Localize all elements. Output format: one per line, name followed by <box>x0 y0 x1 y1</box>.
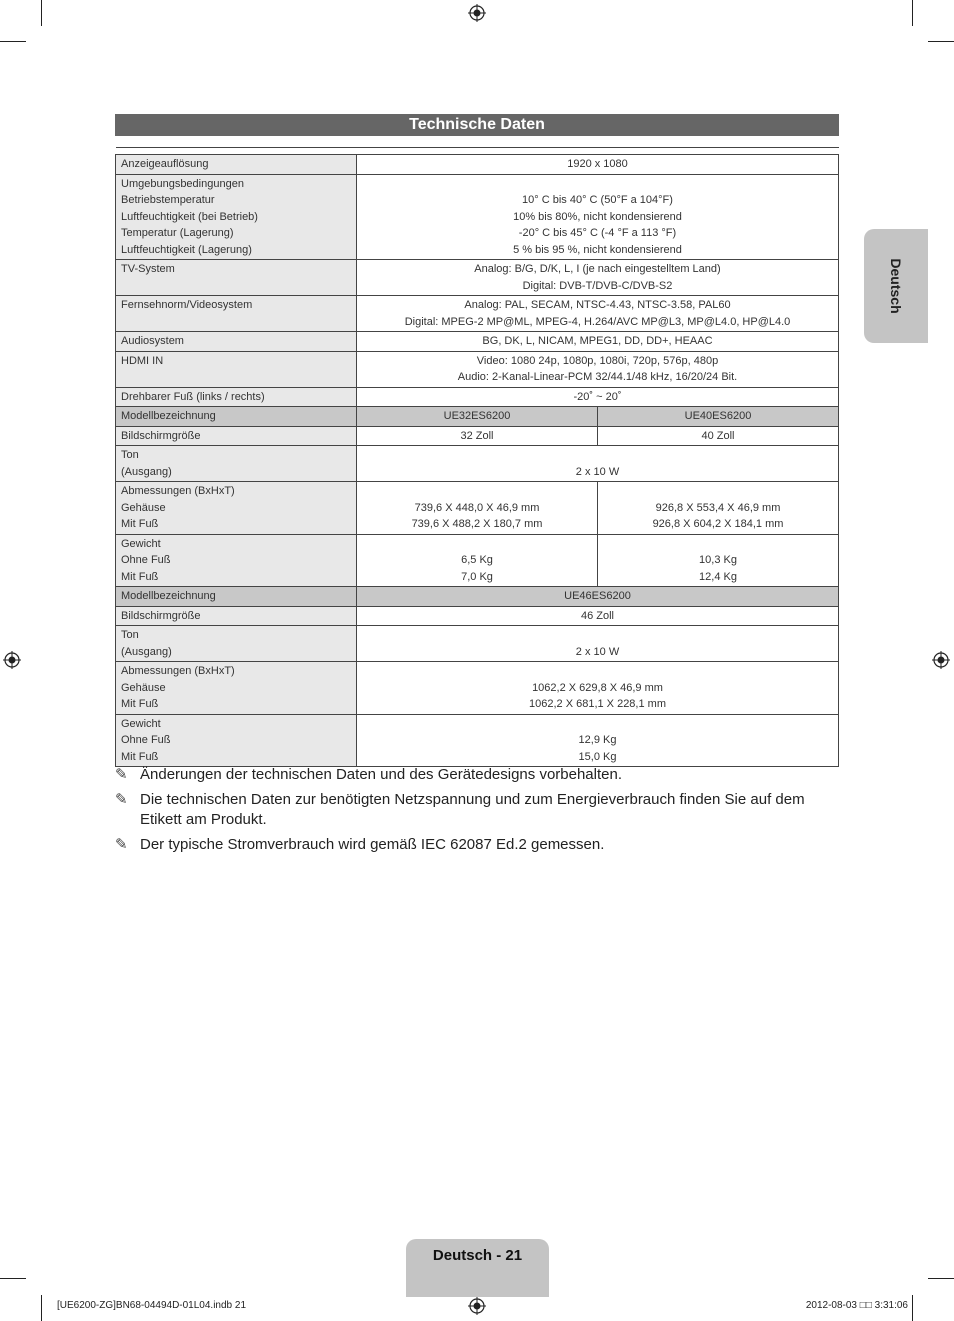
table-row <box>116 332 839 352</box>
table-row <box>116 606 839 626</box>
row-value: 10° C bis 40° C (50°F a 104°F) 10% bis 80%, nicht kondensierend -20° C bis 45° C (-4 °F a 113 °F) 5 % bis 95 %, nicht kondensierend <box>357 174 839 260</box>
row-label: Bildschirmgröße <box>116 606 357 626</box>
notes-list <box>115 765 839 860</box>
model-row <box>116 407 839 427</box>
row-value: BG, DK, L, NICAM, MPEG1, DD, DD+, HEAAC <box>357 332 839 352</box>
note-item: ✎ Die technischen Daten zur benötigten Netzspannung und zum Energieverbrauch finden Sie auf dem Etikett am Produkt. <box>115 791 805 828</box>
row-value: 2 x 10 W <box>357 446 839 482</box>
model-row <box>116 587 839 607</box>
spec-table <box>115 147 839 767</box>
row-value: Video: 1080 24p, 1080p, 1080i, 720p, 576p, 480p Audio: 2-Kanal-Linear-PCM 32/44.1/48 kHz, 16/20/24 Bit. <box>357 351 839 387</box>
page-number-tab <box>406 1239 549 1297</box>
note-item: ✎ Der typische Stromverbrauch wird gemäß IEC 62087 Ed.2 gemessen. <box>115 836 605 853</box>
pencil-icon: ✎ <box>115 766 128 783</box>
row-value: 1920 x 1080 <box>357 155 839 175</box>
row-value: 46 Zoll <box>357 606 839 626</box>
pencil-icon: ✎ <box>115 836 128 853</box>
registration-mark-icon <box>3 651 21 669</box>
row-label: Umgebungsbedingungen Betriebstemperatur Luftfeuchtigkeit (bei Betrieb) Temperatur (Lagerung) Luftfeuchtigkeit (Lagerung) <box>116 174 357 260</box>
row-label: Audiosystem <box>116 332 357 352</box>
row-label: Abmessungen (BxHxT) Gehäuse Mit Fuß <box>116 482 357 535</box>
language-tab-label: Deutsch <box>888 258 904 314</box>
row-label: Fernsehnorm/Videosystem <box>116 296 357 332</box>
row-value: 2 x 10 W <box>357 626 839 662</box>
crop-mark <box>912 1295 913 1321</box>
table-row <box>116 296 839 332</box>
table-row <box>116 662 839 715</box>
row-label: Drehbarer Fuß (links / rechts) <box>116 387 357 407</box>
table-row <box>116 351 839 387</box>
row-value: 6,5 Kg 7,0 Kg <box>357 534 598 587</box>
crop-mark <box>928 1278 954 1279</box>
note-item: ✎ Änderungen der technischen Daten und des Gerätedesigns vorbehalten. <box>115 766 622 783</box>
row-value: 926,8 X 553,4 X 46,9 mm 926,8 X 604,2 X 184,1 mm <box>598 482 839 535</box>
footer-timestamp: 2012-08-03 □□ 3:31:06 <box>805 1300 908 1311</box>
row-label: Modellbezeichnung <box>116 407 357 427</box>
table-row <box>116 482 839 535</box>
row-label: Gewicht Ohne Fuß Mit Fuß <box>116 714 357 767</box>
row-value: Analog: PAL, SECAM, NTSC-4.43, NTSC-3.58, PAL60 Digital: MPEG-2 MP@ML, MPEG-4, H.264/AVC MP@L3, MP@L4.0, HP@L4.0 <box>357 296 839 332</box>
table-row <box>116 426 839 446</box>
table-row <box>116 626 839 662</box>
crop-mark <box>928 41 954 42</box>
row-label: Ton (Ausgang) <box>116 446 357 482</box>
row-value: -20˚ ~ 20˚ <box>357 387 839 407</box>
table-row <box>116 446 839 482</box>
registration-mark-icon <box>932 651 950 669</box>
row-value: 32 Zoll <box>357 426 598 446</box>
registration-mark-icon <box>468 4 486 22</box>
registration-mark-icon <box>468 1297 486 1315</box>
row-value: Analog: B/G, D/K, L, I (je nach eingestelltem Land) Digital: DVB-T/DVB-C/DVB-S2 <box>357 260 839 296</box>
crop-mark <box>41 0 42 26</box>
section-title: Technische Daten <box>115 114 839 136</box>
row-label: Bildschirmgröße <box>116 426 357 446</box>
row-label: TV-System <box>116 260 357 296</box>
table-row <box>116 155 839 175</box>
row-label: Gewicht Ohne Fuß Mit Fuß <box>116 534 357 587</box>
crop-mark <box>0 41 26 42</box>
row-value: 10,3 Kg 12,4 Kg <box>598 534 839 587</box>
model-name: UE32ES6200 <box>357 407 598 427</box>
row-label: Anzeigeauflösung <box>116 155 357 175</box>
table-row <box>116 714 839 767</box>
model-name: UE46ES6200 <box>357 587 839 607</box>
row-value: 739,6 X 448,0 X 46,9 mm 739,6 X 488,2 X 180,7 mm <box>357 482 598 535</box>
table-row <box>116 174 839 260</box>
crop-mark <box>0 1278 26 1279</box>
pencil-icon: ✎ <box>115 791 128 808</box>
row-label: Modellbezeichnung <box>116 587 357 607</box>
crop-mark <box>41 1295 42 1321</box>
table-row <box>116 534 839 587</box>
table-row <box>116 260 839 296</box>
crop-mark <box>912 0 913 26</box>
language-tab <box>864 229 928 343</box>
row-value: 40 Zoll <box>598 426 839 446</box>
row-value: 12,9 Kg 15,0 Kg <box>357 714 839 767</box>
row-label: HDMI IN <box>116 351 357 387</box>
row-label: Ton (Ausgang) <box>116 626 357 662</box>
page-number: Deutsch - 21 <box>432 1247 523 1264</box>
model-name: UE40ES6200 <box>598 407 839 427</box>
table-row <box>116 387 839 407</box>
footer-file-info: [UE6200-ZG]BN68-04494D-01L04.indb 21 <box>57 1300 247 1311</box>
row-value: 1062,2 X 629,8 X 46,9 mm 1062,2 X 681,1 X 228,1 mm <box>357 662 839 715</box>
row-label: Abmessungen (BxHxT) Gehäuse Mit Fuß <box>116 662 357 715</box>
